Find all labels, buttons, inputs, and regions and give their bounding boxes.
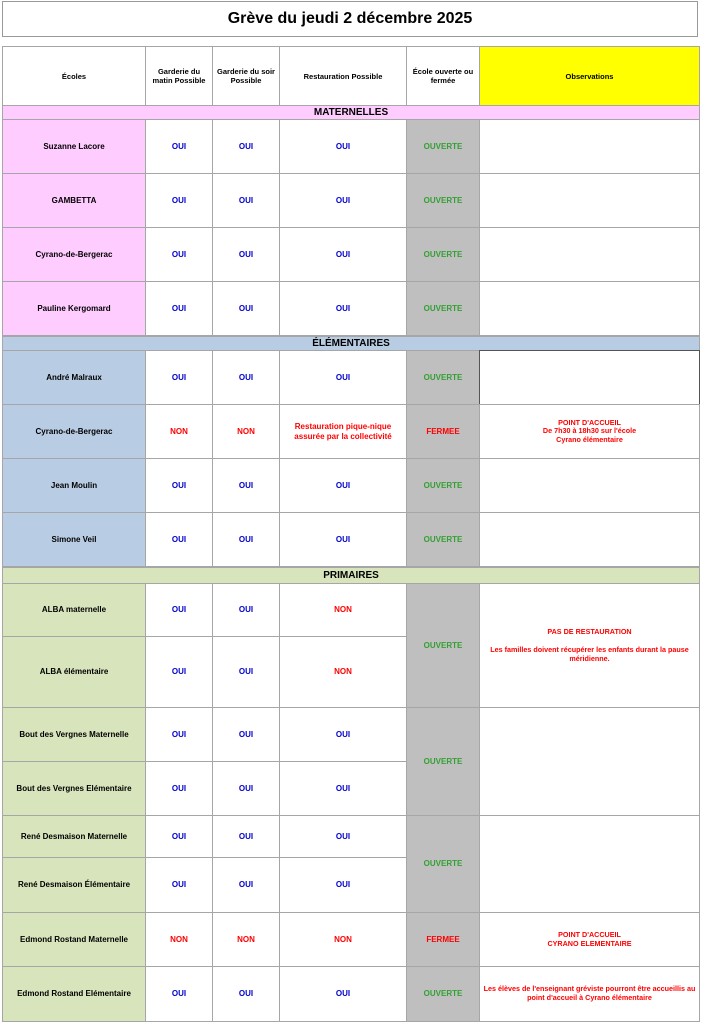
observation-cell — [479, 815, 700, 913]
restauration-value: NON — [279, 912, 407, 967]
garderie-matin-value: OUI — [145, 636, 213, 708]
school-name: Cyrano-de-Bergerac — [2, 227, 146, 282]
garderie-soir-value: OUI — [212, 636, 280, 708]
observation-text: Les familles doivent récupérer les enfants durant la pause méridienne. — [490, 645, 689, 663]
school-name: ALBA maternelle — [2, 583, 146, 637]
garderie-soir-value: OUI — [212, 815, 280, 858]
school-name: René Desmaison Élémentaire — [2, 857, 146, 913]
school-name: GAMBETTA — [2, 173, 146, 228]
garderie-matin-value: OUI — [145, 173, 213, 228]
status-value: FERMEE — [406, 404, 480, 459]
status-value: OUVERTE — [406, 281, 480, 336]
observation-cyrano-elementaire — [479, 404, 700, 459]
observation-cell — [479, 458, 700, 513]
garderie-matin-value: OUI — [145, 350, 213, 405]
section-maternelles: MATERNELLES — [2, 105, 700, 120]
garderie-soir-value: OUI — [212, 281, 280, 336]
restauration-value: OUI — [279, 350, 407, 405]
observation-edmond-elementaire: Les élèves de l'enseignant gréviste pourront être accueillis au point d'accueil à Cyrano élémentaire — [479, 966, 700, 1022]
garderie-soir-value: OUI — [212, 761, 280, 816]
status-value: OUVERTE — [406, 512, 480, 567]
observation-line: Cyrano élémentaire — [556, 434, 623, 444]
status-value-bout-des-vergnes: OUVERTE — [406, 707, 480, 816]
restauration-value: OUI — [279, 281, 407, 336]
garderie-soir-value: OUI — [212, 512, 280, 567]
school-name: Bout des Vergnes Maternelle — [2, 707, 146, 762]
observation-cell — [479, 350, 700, 405]
header-observations: Observations — [479, 46, 700, 106]
status-value: OUVERTE — [406, 458, 480, 513]
garderie-matin-value: OUI — [145, 707, 213, 762]
school-name: René Desmaison Maternelle — [2, 815, 146, 858]
garderie-matin-value: OUI — [145, 512, 213, 567]
header-garderie-matin: Garderie du matin Possible — [145, 46, 213, 106]
school-name: Cyrano-de-Bergerac — [2, 404, 146, 459]
observation-cell — [479, 512, 700, 567]
section-primaires: PRIMAIRES — [2, 567, 700, 584]
status-value: OUVERTE — [406, 119, 480, 174]
observation-cell — [479, 227, 700, 282]
restauration-value: OUI — [279, 857, 407, 913]
observation-line: CYRANO ELEMENTAIRE — [547, 938, 632, 948]
garderie-matin-value: OUI — [145, 815, 213, 858]
school-name: Jean Moulin — [2, 458, 146, 513]
garderie-soir-value: OUI — [212, 173, 280, 228]
restauration-value: OUI — [279, 227, 407, 282]
garderie-soir-value: OUI — [212, 350, 280, 405]
observation-line: De 7h30 à 18h30 sur l'école — [542, 426, 637, 436]
observation-edmond-maternelle — [479, 912, 700, 967]
status-value: OUVERTE — [406, 350, 480, 405]
school-name: Pauline Kergomard — [2, 281, 146, 336]
header-restauration: Restauration Possible — [279, 46, 407, 106]
garderie-matin-value: OUI — [145, 583, 213, 637]
school-name: André Malraux — [2, 350, 146, 405]
status-value-alba: OUVERTE — [406, 583, 480, 708]
garderie-matin-value: OUI — [145, 761, 213, 816]
garderie-matin-value: OUI — [145, 119, 213, 174]
school-name: ALBA élémentaire — [2, 636, 146, 708]
school-name: Suzanne Lacore — [2, 119, 146, 174]
garderie-matin-value: OUI — [145, 227, 213, 282]
observation-alba — [479, 583, 700, 708]
garderie-soir-value: OUI — [212, 857, 280, 913]
garderie-matin-value: NON — [145, 912, 213, 967]
status-value-rene-desmaison: OUVERTE — [406, 815, 480, 913]
section-elementaires: ÉLÉMENTAIRES — [2, 336, 700, 351]
status-value: FERMEE — [406, 912, 480, 967]
garderie-matin-value: OUI — [145, 281, 213, 336]
school-name: Edmond Rostand Elémentaire — [2, 966, 146, 1022]
restauration-value: NON — [279, 583, 407, 637]
restauration-value: OUI — [279, 512, 407, 567]
garderie-matin-value: NON — [145, 404, 213, 459]
school-name: Simone Veil — [2, 512, 146, 567]
observation-cell — [479, 173, 700, 228]
strike-table — [2, 46, 699, 1022]
status-value: OUVERTE — [406, 227, 480, 282]
observation-cell — [479, 281, 700, 336]
header-ecoles: Écoles — [2, 46, 146, 106]
garderie-matin-value: OUI — [145, 857, 213, 913]
status-value: OUVERTE — [406, 966, 480, 1022]
restauration-value: NON — [279, 636, 407, 708]
observation-line: POINT D'ACCUEIL — [558, 929, 621, 939]
status-value: OUVERTE — [406, 173, 480, 228]
school-name: Edmond Rostand Maternelle — [2, 912, 146, 967]
garderie-soir-value: OUI — [212, 966, 280, 1022]
garderie-matin-value: OUI — [145, 458, 213, 513]
garderie-soir-value: NON — [212, 404, 280, 459]
restauration-value: OUI — [279, 458, 407, 513]
restauration-value: OUI — [279, 707, 407, 762]
header-ouverture: École ouverte ou fermée — [406, 46, 480, 106]
restauration-value: OUI — [279, 761, 407, 816]
restauration-value: Restauration pique-nique assurée par la collectivité — [279, 404, 407, 459]
garderie-soir-value: OUI — [212, 227, 280, 282]
school-name: Bout des Vergnes Elémentaire — [2, 761, 146, 816]
header-garderie-soir: Garderie du soir Possible — [212, 46, 280, 106]
garderie-soir-value: OUI — [212, 583, 280, 637]
observation-cell — [479, 707, 700, 816]
page-title: Grève du jeudi 2 décembre 2025 — [2, 1, 698, 37]
restauration-value: OUI — [279, 173, 407, 228]
garderie-soir-value: OUI — [212, 458, 280, 513]
observation-title: PAS DE RESTAURATION — [547, 626, 632, 636]
observation-line: POINT D'ACCUEIL — [558, 417, 621, 427]
restauration-value: OUI — [279, 966, 407, 1022]
garderie-soir-value: OUI — [212, 119, 280, 174]
restauration-value: OUI — [279, 119, 407, 174]
observation-cell — [479, 119, 700, 174]
garderie-matin-value: OUI — [145, 966, 213, 1022]
garderie-soir-value: OUI — [212, 707, 280, 762]
garderie-soir-value: NON — [212, 912, 280, 967]
restauration-value: OUI — [279, 815, 407, 858]
